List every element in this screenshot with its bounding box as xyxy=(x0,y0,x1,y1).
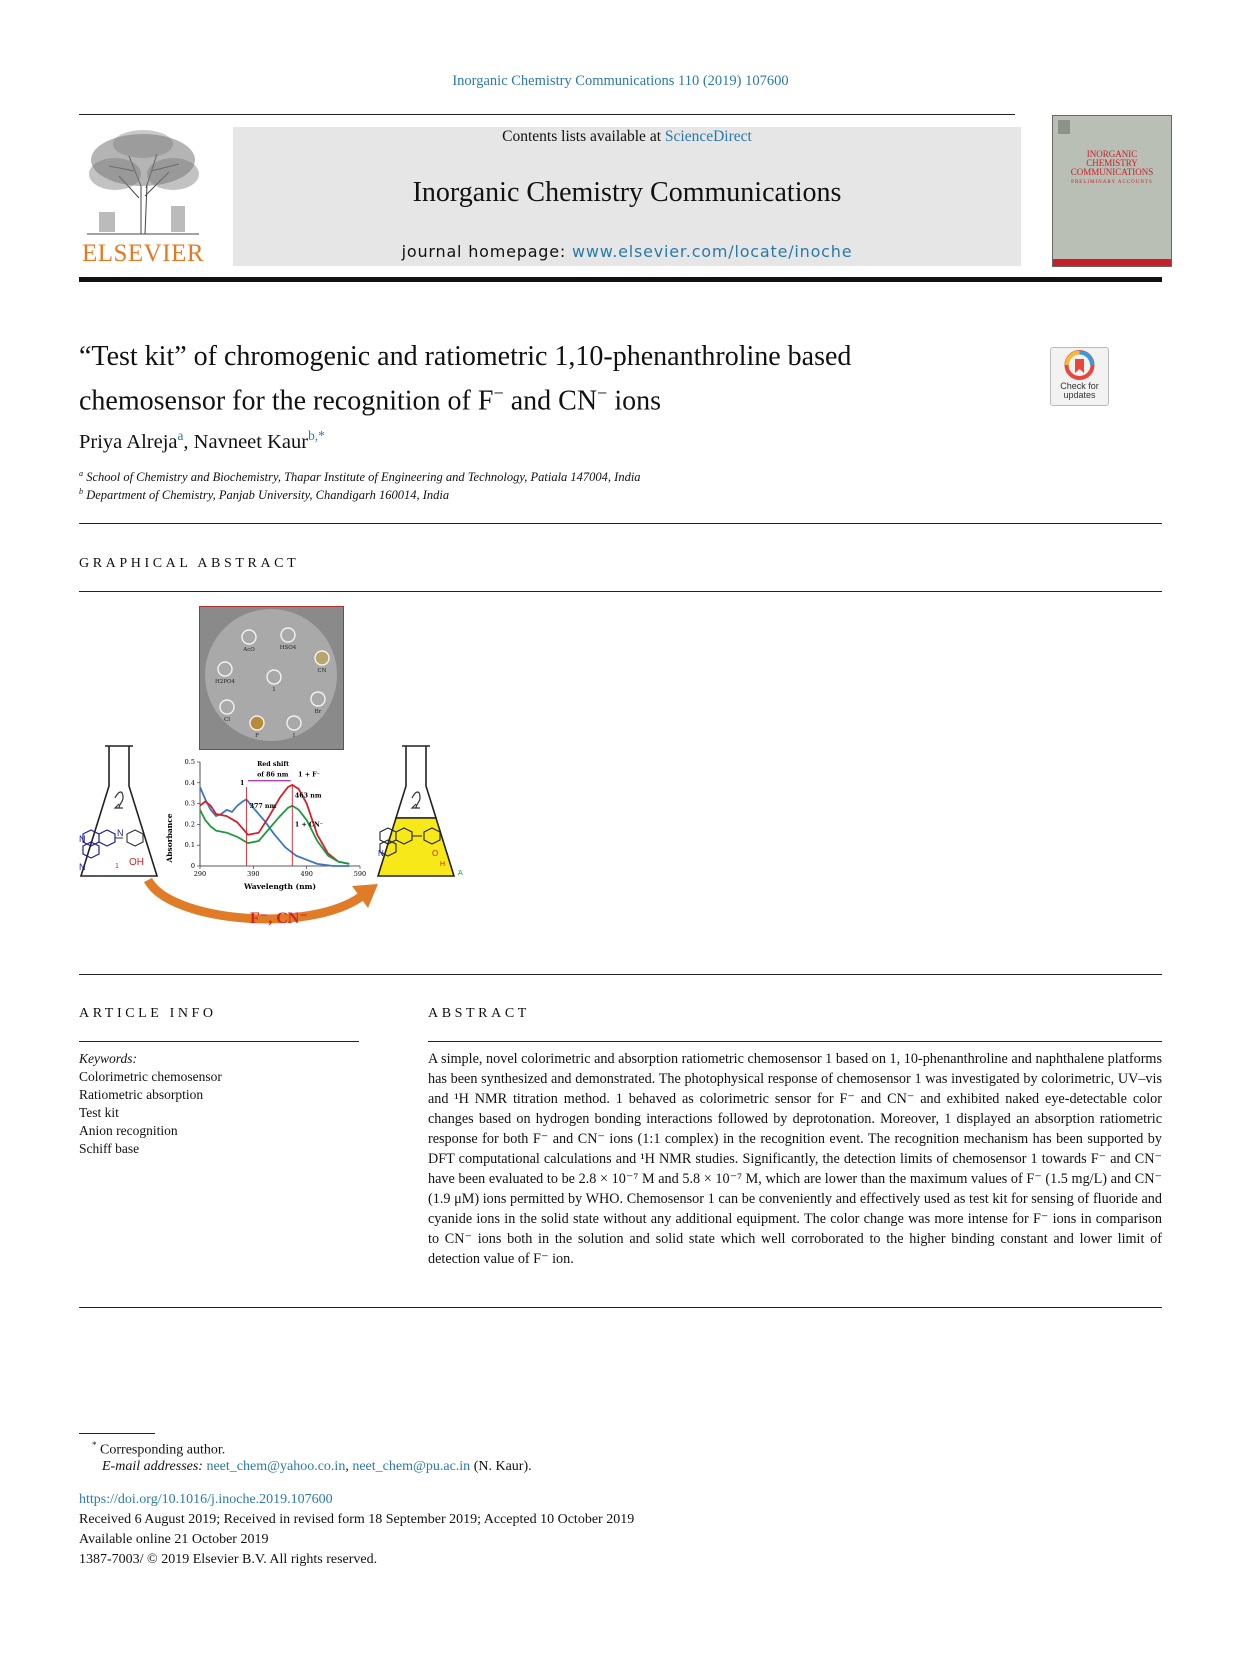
flask-right-a: A xyxy=(458,870,463,877)
email-separator: , xyxy=(345,1459,353,1474)
chart-x-tick-label: 390 xyxy=(247,870,260,878)
email-suffix: (N. Kaur). xyxy=(470,1459,532,1474)
contents-line xyxy=(233,128,1021,146)
chart-series-line xyxy=(200,785,349,864)
chart-y-tick-label: 0.4 xyxy=(184,778,195,787)
article-info-rule xyxy=(79,1041,359,1042)
chart-annotation: Red shift xyxy=(257,761,290,769)
abstract-text: A simple, novel colorimetric and absorption ratiometric chemosensor 1 based on 1, 10-phenanthroline and naphthalene platforms has been synthesized and demonstrated. The photophysical response of chemosensor 1 was investigated by colorimetric, UV–vis and ¹H NMR titration method. 1 behaved as colorimetric sensor for F⁻ and CN⁻ and exhibited naked eye-detectable color changes based on hydrogen bonding interactions followed by deprotonation. Moreover, 1 displayed an absorption ratiometric response for both F⁻ and CN⁻ ions (1:1 complex) in the recognition event. The recognition mechanism has been supported by DFT computational calculations and ¹H NMR studies. Significantly, the detection limits of chemosensor 1 towards F⁻ and CN⁻ have been evaluated to be 2.8 × 10⁻⁷ M and 5.8 × 10⁻⁷ M, which are lower than the maximum values of F⁻ (1.5 mg/L) and CN⁻ (1.9 μM) ions permitted by WHO. Chemosensor 1 can be conveniently and effectively used as test kit for sensing of fluoride and cyanide ions in the solid state without any additional equipment. The color change was more intense for F⁻ ions in comparison to CN⁻ ions both in the solution and solid state which well corroborated to the higher binding constant and lower limit of detection value of F⁻ ion. xyxy=(428,1051,1162,1267)
flask-left-oh: OH xyxy=(129,857,144,868)
footnote-star: * xyxy=(92,1440,97,1450)
journal-name: Inorganic Chemistry Communications xyxy=(412,177,842,208)
chart-ylabel: Absorbance xyxy=(165,813,174,863)
corresponding-text: Corresponding author. xyxy=(100,1442,226,1458)
check-for-updates-badge[interactable] xyxy=(1050,347,1109,406)
plate-label-aco: AcO xyxy=(243,647,255,653)
email-link-1[interactable]: neet_chem@yahoo.co.in xyxy=(206,1459,346,1474)
corresponding-star[interactable]: * xyxy=(318,428,325,443)
plate-label-h2po4: H2PO4 xyxy=(214,679,236,685)
flask-left-n2: N xyxy=(117,828,124,838)
title-superscript-2: − xyxy=(597,383,608,403)
copyright: 1387-7003/ © 2019 Elsevier B.V. All rights reserved. xyxy=(79,1552,378,1567)
keywords-label: Keywords: xyxy=(79,1051,137,1066)
corresponding-author-note xyxy=(92,1440,225,1459)
flask-left xyxy=(79,742,159,884)
chart-y-tick-label: 0.3 xyxy=(184,799,195,808)
graphical-abstract-rule xyxy=(79,591,1162,592)
elsevier-logo[interactable] xyxy=(79,126,207,266)
affiliation-b-label: b xyxy=(79,487,84,496)
email-link-2[interactable]: neet_chem@pu.ac.in xyxy=(352,1459,471,1474)
plate-label-hso4: HSO4 xyxy=(279,645,297,651)
flask-left-num: 1 xyxy=(115,863,119,870)
article-info-heading: ARTICLE INFO xyxy=(79,1006,217,1021)
flask-left-n3: N xyxy=(79,862,86,872)
chart-annotation: 1 + CN⁻ xyxy=(294,821,324,829)
chart-y-tick-label: 0.2 xyxy=(184,820,195,829)
uv-vis-chart xyxy=(164,756,370,892)
author-2: Navneet Kaur xyxy=(193,430,309,453)
keywords-block xyxy=(79,1050,359,1158)
flask-left-n1: N xyxy=(79,834,86,844)
abstract-rule xyxy=(428,1041,1162,1042)
flask-right-o: O xyxy=(432,849,439,858)
check-updates-label: Check for updates xyxy=(1060,381,1099,400)
title-line-2 xyxy=(79,375,1009,419)
test-kit-plate xyxy=(200,607,343,749)
chart-y-tick-label: 0.5 xyxy=(184,758,195,766)
journal-reference[interactable]: Inorganic Chemistry Communications 110 (2019) 107600 xyxy=(452,73,789,89)
flask-right-h: H xyxy=(440,861,446,868)
journal-cover[interactable] xyxy=(1052,115,1172,267)
chart-y-tick-label: 0 xyxy=(190,862,195,870)
homepage-link[interactable]: www.elsevier.com/locate/inoche xyxy=(572,242,853,261)
cover-title-2: CHEMISTRY xyxy=(1086,158,1138,168)
graphical-abstract-end-rule xyxy=(79,974,1162,975)
chart-series xyxy=(200,785,349,866)
affiliation-a-text: School of Chemistry and Biochemistry, Thapar Institute of Engineering and Technology, Patiala 147004, India xyxy=(86,470,641,485)
elsevier-tree-icon xyxy=(79,126,207,238)
cover-subtitle: PRELIMINARY ACCOUNTS xyxy=(1071,180,1153,185)
available-online: Available online 21 October 2019 xyxy=(79,1532,269,1547)
chart-xlabel: Wavelength (nm) xyxy=(243,882,317,891)
contents-prefix: Contents lists available at xyxy=(502,128,665,145)
plate-label-f: F xyxy=(255,733,259,739)
author-2-affiliation[interactable]: b, xyxy=(308,428,319,443)
chart-annotation: 1 xyxy=(240,779,245,787)
received-dates: Received 6 August 2019; Received in revised form 18 September 2019; Accepted 10 October 2019 xyxy=(79,1512,635,1527)
spot-f xyxy=(250,716,264,730)
keyword-item: Ratiometric absorption xyxy=(79,1087,204,1102)
chart-y-tick-label: 0.1 xyxy=(184,841,195,850)
plate-label-cn: CN xyxy=(317,668,327,674)
keyword-item: Anion recognition xyxy=(79,1123,178,1138)
header-thick-rule xyxy=(79,277,1162,282)
test-kit-photo xyxy=(199,606,344,750)
keyword-item: Colorimetric chemosensor xyxy=(79,1069,222,1084)
chart-x-tick-label: 490 xyxy=(300,870,313,878)
cover-title-1: INORGANIC xyxy=(1086,149,1138,159)
flask-right-n: N xyxy=(378,849,384,858)
title-part-b: and CN xyxy=(503,385,598,417)
graphical-abstract-heading: GRAPHICAL ABSTRACT xyxy=(79,556,300,571)
article-title xyxy=(79,339,1009,419)
cover-logo-icon xyxy=(1058,120,1070,134)
title-superscript-1: − xyxy=(493,383,504,403)
header-top-rule xyxy=(79,114,1015,115)
chart-x-tick-label: 290 xyxy=(193,870,207,878)
chart-annotation: of 86 nm xyxy=(257,771,289,779)
homepage-prefix: journal homepage: xyxy=(401,242,572,261)
chart-annotation: 377 nm xyxy=(249,802,277,810)
affiliation-a-label: a xyxy=(79,469,84,478)
footnote-short-rule xyxy=(79,1433,155,1434)
plate-label-br: Br xyxy=(314,709,322,715)
cover-bottom-stripe xyxy=(1053,259,1171,266)
keyword-item: Schiff base xyxy=(79,1141,140,1156)
homepage-line xyxy=(233,242,1021,261)
authors: Priya Alreja$^a$, Navneet Kaur$^{b,*}$ xyxy=(79,428,325,453)
journal-banner xyxy=(233,127,1021,266)
chart-annotation: 463 nm xyxy=(294,792,322,800)
check-updates-icon xyxy=(1051,348,1108,382)
spot-cn xyxy=(315,651,329,665)
arrow-label: F⁻, CN⁻ xyxy=(250,910,308,927)
reaction-arrow xyxy=(140,876,390,938)
chart-annotation: 1 + F⁻ xyxy=(298,771,320,779)
affiliation-b-text: Department of Chemistry, Panjab University, Chandigarh 160014, India xyxy=(86,488,450,503)
abstract-heading: ABSTRACT xyxy=(428,1006,530,1021)
affiliation-b xyxy=(79,487,449,503)
plate-label-cl: Cl xyxy=(224,717,230,723)
plate-label-1: 1 xyxy=(272,687,276,693)
title-line-1: “Test kit” of chromogenic and ratiometric 1,10-phenanthroline based xyxy=(79,341,852,372)
cover-title xyxy=(1053,150,1171,177)
affiliations-rule xyxy=(79,523,1162,524)
doi-link[interactable]: https://doi.org/10.1016/j.inoche.2019.107600 xyxy=(79,1492,333,1507)
sciencedirect-link[interactable]: ScienceDirect xyxy=(664,128,752,145)
cover-title-3: COMMUNICATIONS xyxy=(1070,167,1154,177)
title-part-a: chemosensor for the recognition of F xyxy=(79,385,494,417)
flask-right xyxy=(372,742,468,884)
publisher-wordmark: ELSEVIER xyxy=(81,240,205,267)
email-label: E-mail addresses: xyxy=(102,1459,203,1474)
keyword-item: Test kit xyxy=(79,1105,119,1120)
email-addresses xyxy=(102,1459,532,1475)
author-1: Priya Alreja xyxy=(79,430,178,453)
chart-x-tick-label: 590 xyxy=(353,870,367,878)
title-part-c: ions xyxy=(607,385,661,417)
abstract-end-rule xyxy=(79,1307,1162,1308)
author-1-affiliation[interactable]: a xyxy=(177,428,184,443)
plate-label-i: I xyxy=(292,733,296,739)
affiliation-a xyxy=(79,469,641,485)
